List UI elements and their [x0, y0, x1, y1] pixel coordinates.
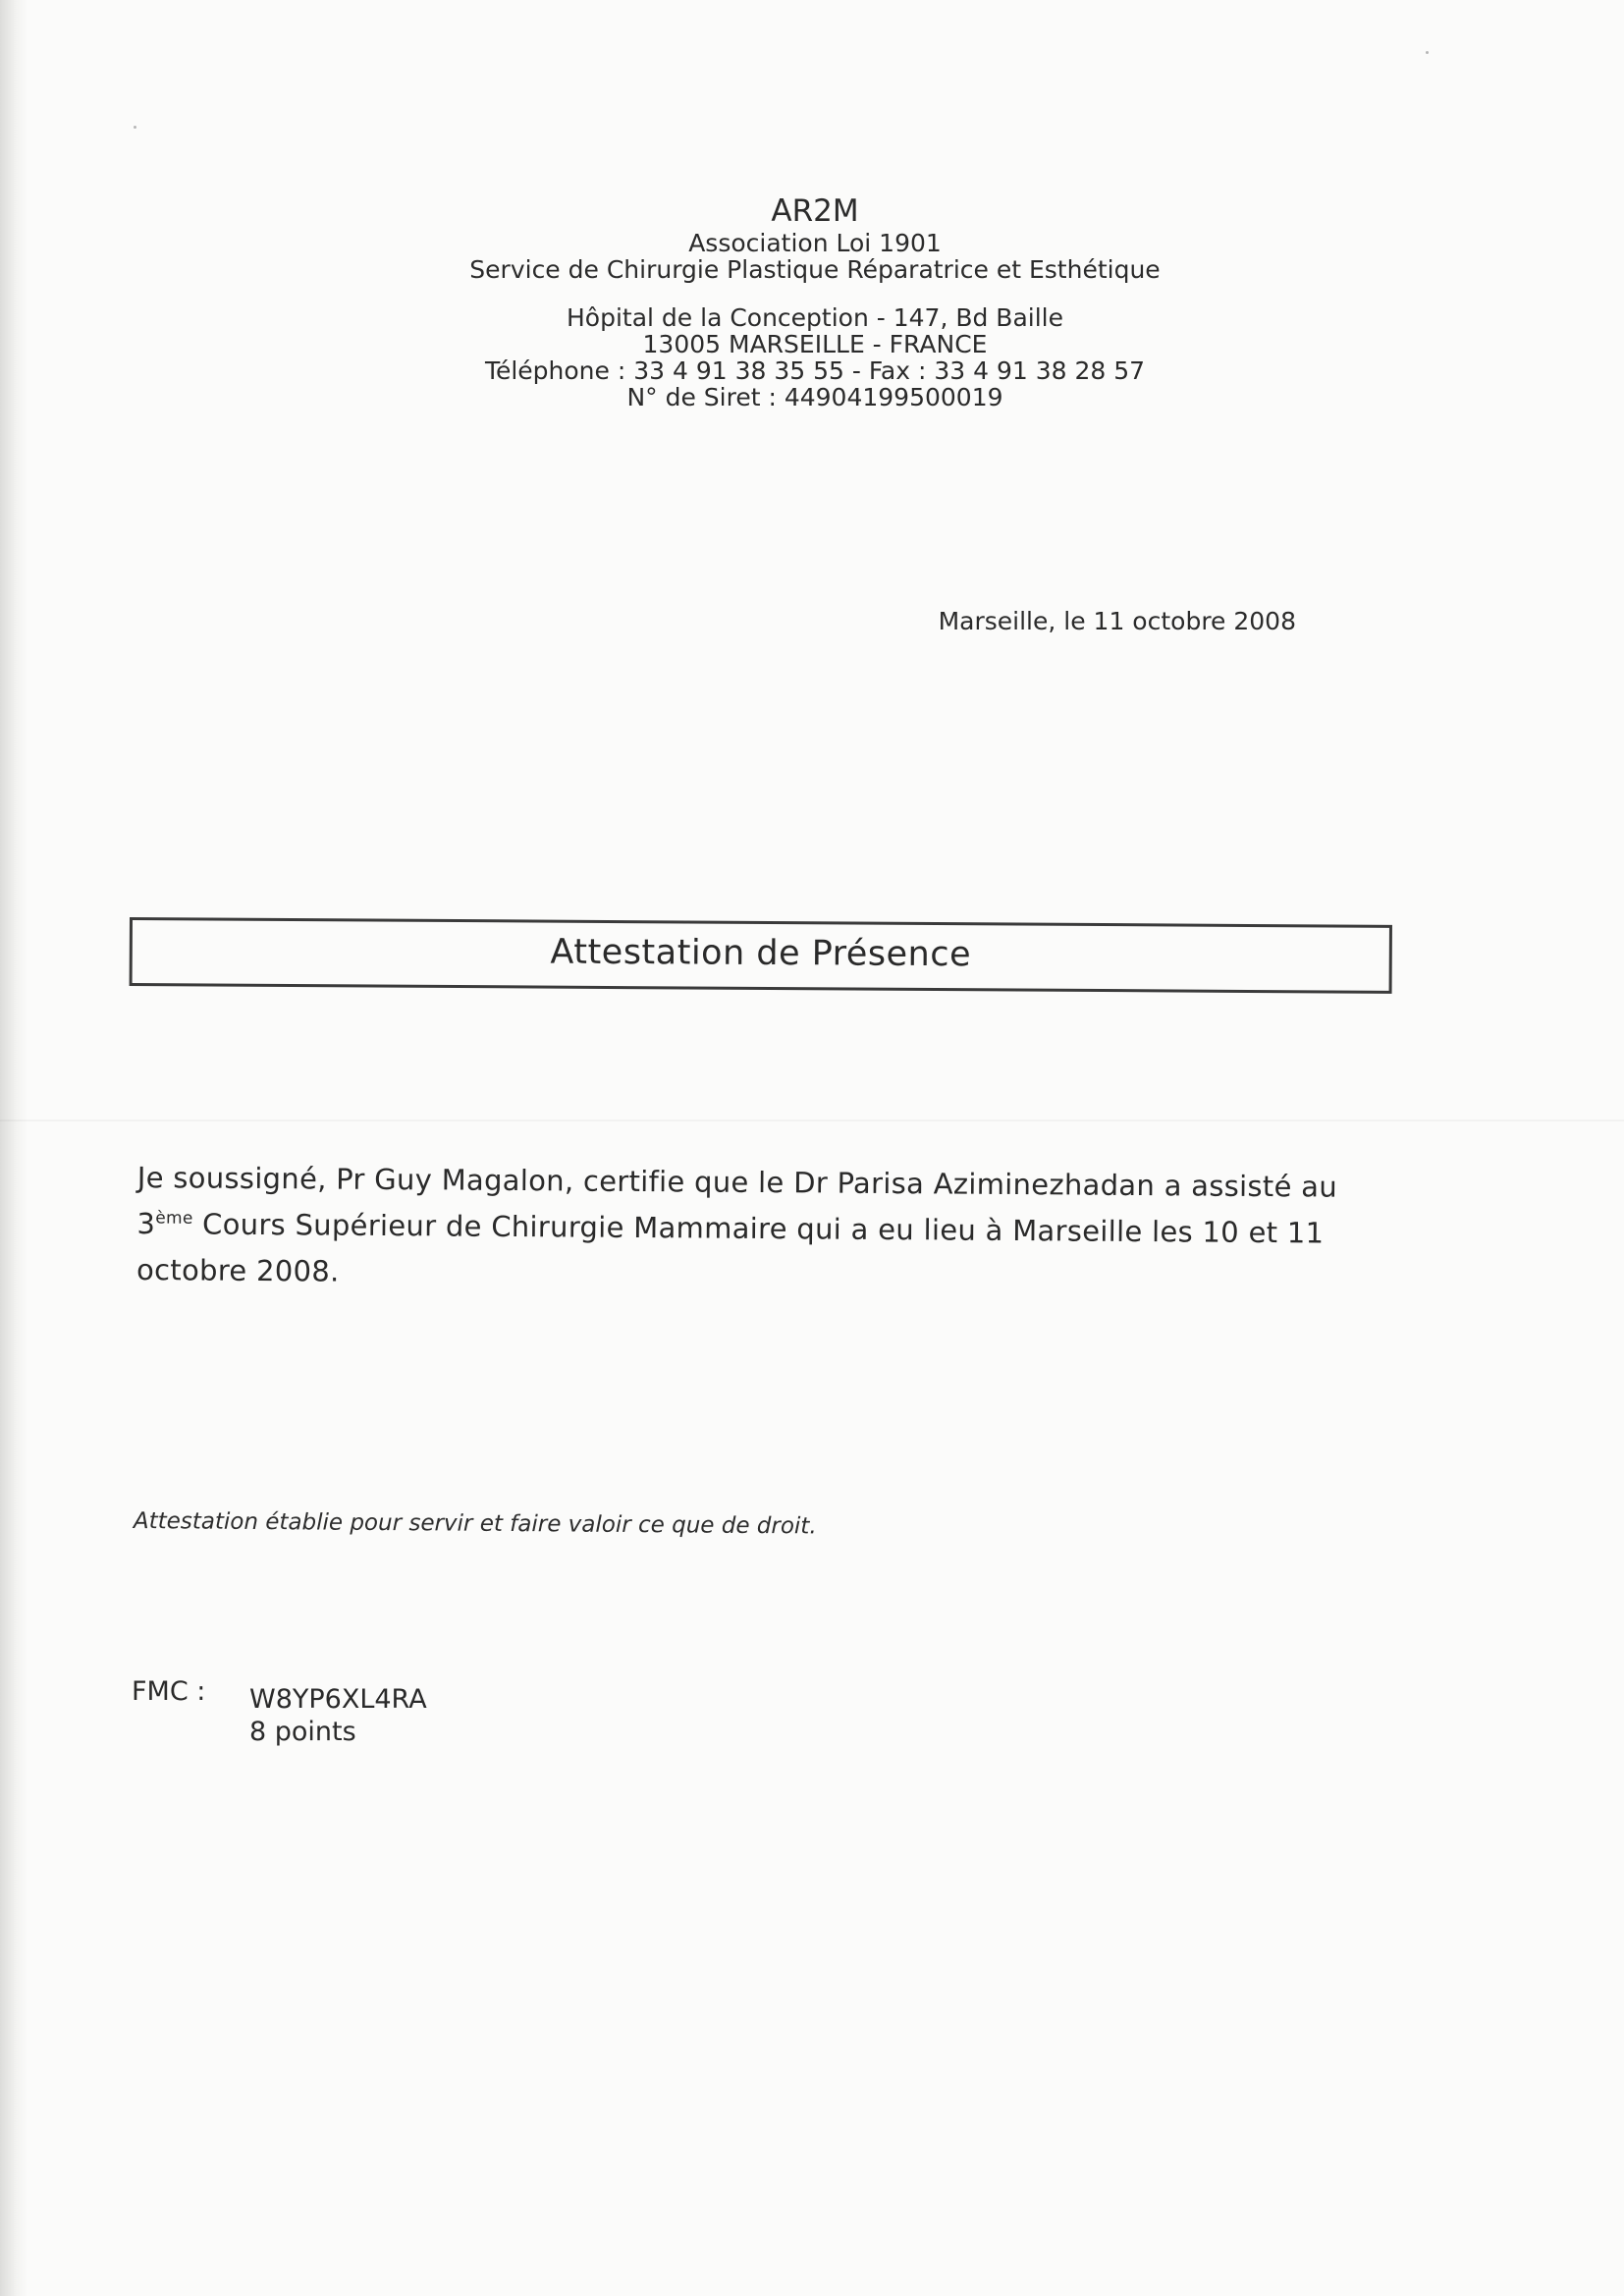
fmc-code: W8YP6XL4RA [249, 1684, 427, 1715]
scan-speck [134, 126, 136, 129]
siret-number: N° de Siret : 44904199500019 [626, 383, 1003, 411]
city-country: 13005 MARSEILLE - FRANCE [642, 330, 988, 358]
hospital-address: Hôpital de la Conception - 147, Bd Baille [567, 303, 1063, 332]
body-line-2-text: Cours Supérieur de Chirurgie Mammaire qui a eu lieu à Marseille les 10 et 11 [192, 1207, 1325, 1250]
ordinal-number: 3 [136, 1206, 156, 1241]
fmc-points: 8 points [249, 1717, 356, 1747]
body-line-1: Je soussigné, Pr Guy Magalon, certifie que le Dr Parisa Aziminezhadan a assisté au [136, 1160, 1338, 1204]
closing-statement: Attestation établie pour servir et faire valoir ce que de droit. [133, 1508, 817, 1540]
letterhead [353, 194, 1276, 410]
paper-fold-line [0, 1120, 1624, 1121]
certification-paragraph [136, 1155, 1384, 1303]
place-date: Marseille, le 11 octobre 2008 [938, 607, 1296, 635]
scan-speck [1426, 51, 1429, 54]
scan-edge-shadow [0, 0, 27, 2296]
service-name: Service de Chirurgie Plastique Réparatrice et Esthétique [469, 255, 1161, 284]
document-title: Attestation de Présence [550, 932, 972, 975]
header-spacer [353, 283, 1276, 304]
title-box [130, 917, 1392, 994]
association-type: Association Loi 1901 [688, 229, 942, 257]
body-line-3: octobre 2008. [135, 1252, 340, 1288]
fmc-label: FMC : [132, 1676, 206, 1707]
organization-name: AR2M [771, 193, 859, 229]
phone-fax: Téléphone : 33 4 91 38 35 55 - Fax : 33 4 91 38 28 57 [484, 356, 1146, 385]
ordinal-suffix: ème [155, 1208, 193, 1229]
